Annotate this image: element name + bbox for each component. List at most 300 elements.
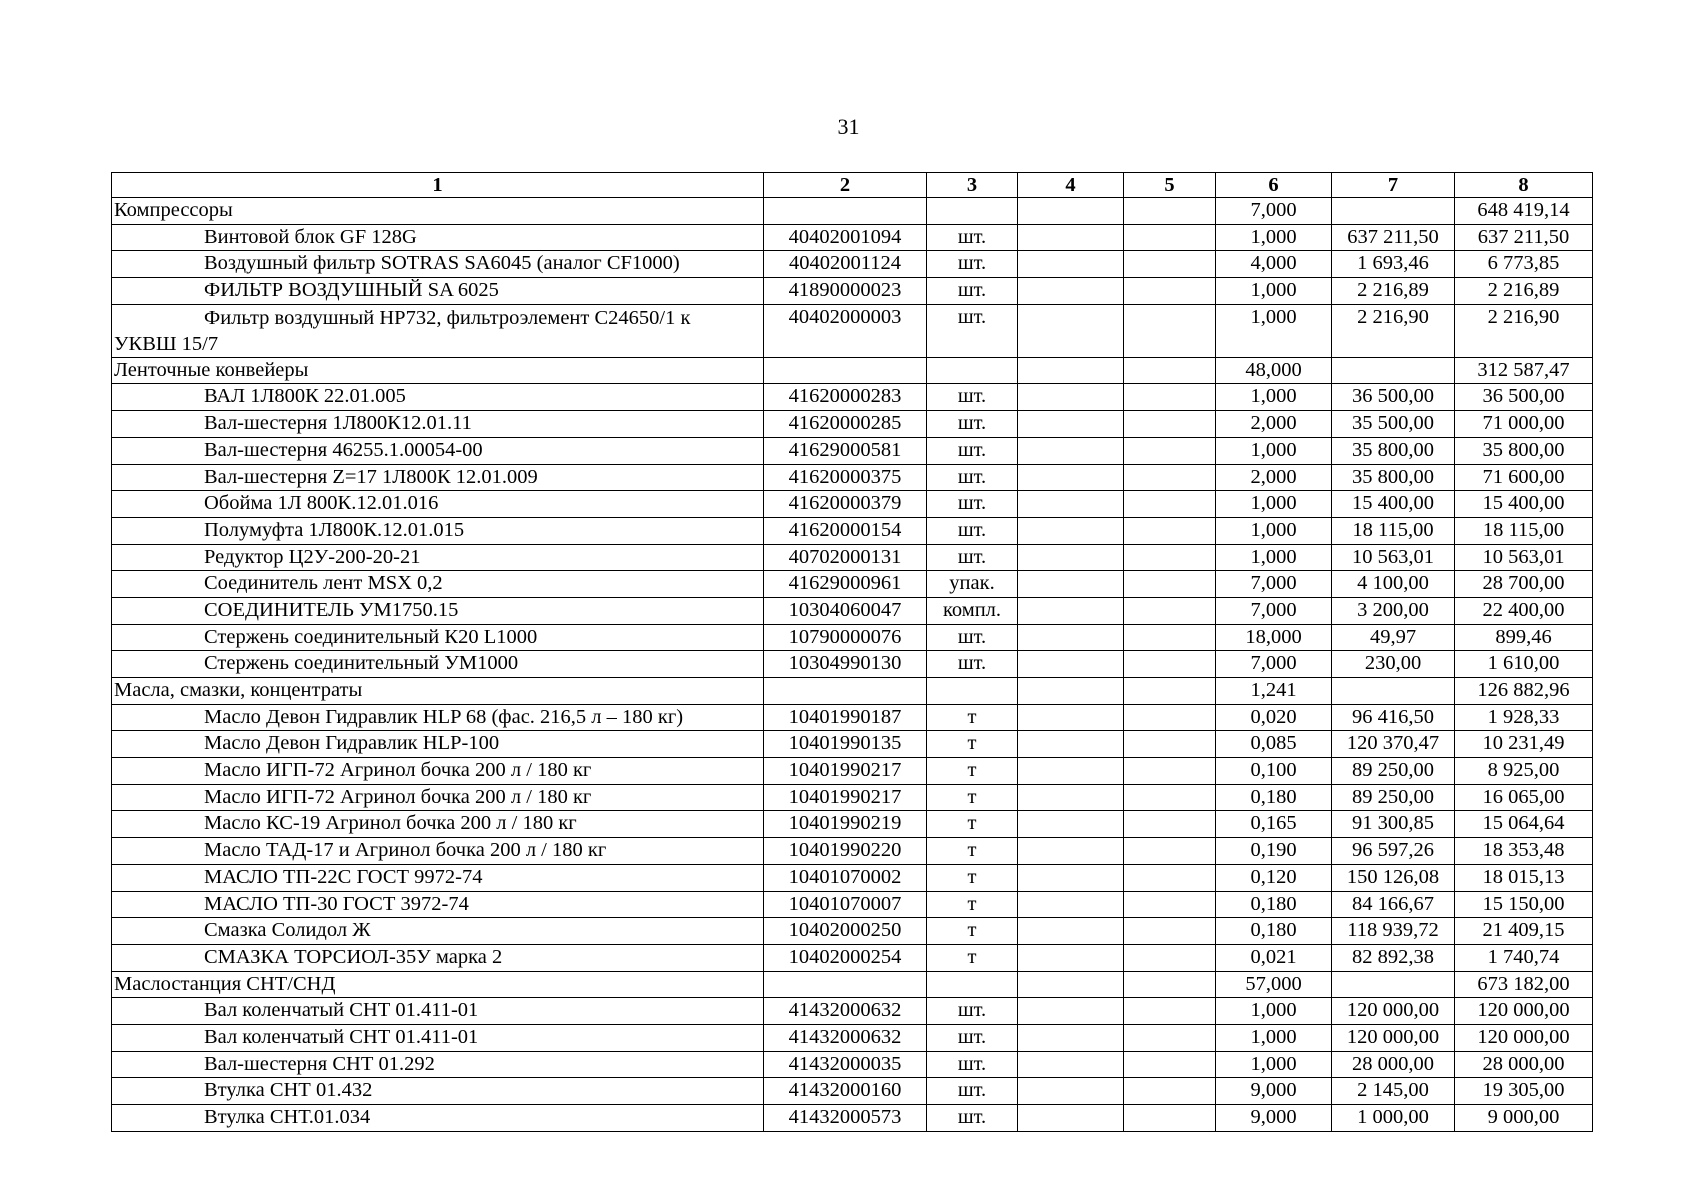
item-price bbox=[1332, 678, 1455, 705]
item-quantity: 0,165 bbox=[1216, 811, 1332, 838]
item-price: 120 000,00 bbox=[1332, 1024, 1455, 1051]
item-name: Вал коленчатый СНТ 01.411-01 bbox=[112, 998, 764, 1025]
item-name-line-2: УКВШ 15/7 bbox=[114, 332, 219, 355]
item-quantity: 1,000 bbox=[1216, 1024, 1332, 1051]
column-5-cell bbox=[1124, 758, 1216, 785]
column-4-cell bbox=[1018, 411, 1124, 438]
item-name: Смазка Солидол Ж bbox=[112, 918, 764, 945]
item-code: 41629000961 bbox=[764, 571, 927, 598]
item-quantity: 1,241 bbox=[1216, 678, 1332, 705]
item-quantity: 9,000 bbox=[1216, 1105, 1332, 1132]
table-row bbox=[112, 437, 1593, 464]
column-5-cell bbox=[1124, 891, 1216, 918]
item-name: СОЕДИНИТЕЛЬ УМ1750.15 bbox=[112, 597, 764, 624]
item-sum: 10 231,49 bbox=[1455, 731, 1593, 758]
item-sum: 10 563,01 bbox=[1455, 544, 1593, 571]
item-code: 41432000035 bbox=[764, 1051, 927, 1078]
item-name: Стержень соединительный К20 L1000 bbox=[112, 624, 764, 651]
item-name: МАСЛО ТП-30 ГОСТ 3972-74 bbox=[112, 891, 764, 918]
item-sum: 15 400,00 bbox=[1455, 491, 1593, 518]
table-row bbox=[112, 891, 1593, 918]
table-row bbox=[112, 838, 1593, 865]
column-4-cell bbox=[1018, 651, 1124, 678]
column-4-cell bbox=[1018, 491, 1124, 518]
column-5-cell bbox=[1124, 278, 1216, 305]
table-row bbox=[112, 1024, 1593, 1051]
item-price: 118 939,72 bbox=[1332, 918, 1455, 945]
item-quantity: 48,000 bbox=[1216, 357, 1332, 384]
column-5-cell bbox=[1124, 597, 1216, 624]
item-unit: т bbox=[927, 811, 1018, 838]
column-4-cell bbox=[1018, 971, 1124, 998]
item-unit: т bbox=[927, 758, 1018, 785]
item-code bbox=[764, 971, 927, 998]
table-row bbox=[112, 918, 1593, 945]
item-quantity: 0,180 bbox=[1216, 784, 1332, 811]
table-row bbox=[112, 864, 1593, 891]
item-code: 41432000632 bbox=[764, 998, 927, 1025]
group-name: Масла, смазки, концентраты bbox=[112, 678, 764, 705]
item-sum: 120 000,00 bbox=[1455, 1024, 1593, 1051]
col-header-4: 4 bbox=[1018, 173, 1124, 198]
item-quantity: 1,000 bbox=[1216, 491, 1332, 518]
item-unit: шт. bbox=[927, 544, 1018, 571]
item-sum: 28 000,00 bbox=[1455, 1051, 1593, 1078]
col-header-3: 3 bbox=[927, 173, 1018, 198]
item-code: 10401990220 bbox=[764, 838, 927, 865]
column-4-cell bbox=[1018, 1051, 1124, 1078]
item-sum: 126 882,96 bbox=[1455, 678, 1593, 705]
table-row bbox=[112, 998, 1593, 1025]
item-quantity: 18,000 bbox=[1216, 624, 1332, 651]
column-5-cell bbox=[1124, 571, 1216, 598]
column-5-cell bbox=[1124, 998, 1216, 1025]
item-price: 230,00 bbox=[1332, 651, 1455, 678]
column-4-cell bbox=[1018, 224, 1124, 251]
item-name: Вал-шестерня СНТ 01.292 bbox=[112, 1051, 764, 1078]
item-unit: шт. bbox=[927, 491, 1018, 518]
item-unit: т bbox=[927, 784, 1018, 811]
table-row bbox=[112, 731, 1593, 758]
column-4-cell bbox=[1018, 544, 1124, 571]
item-sum: 36 500,00 bbox=[1455, 384, 1593, 411]
item-name: СМАЗКА ТОРСИОЛ-35У марка 2 bbox=[112, 944, 764, 971]
table-row bbox=[112, 278, 1593, 305]
item-code: 41432000632 bbox=[764, 1024, 927, 1051]
column-5-cell bbox=[1124, 811, 1216, 838]
page-number: 31 bbox=[837, 114, 860, 139]
item-price: 10 563,01 bbox=[1332, 544, 1455, 571]
item-code bbox=[764, 198, 927, 225]
table-row bbox=[112, 758, 1593, 785]
item-quantity: 57,000 bbox=[1216, 971, 1332, 998]
item-name: Обойма 1Л 800К.12.01.016 bbox=[112, 491, 764, 518]
group-row bbox=[112, 357, 1593, 384]
item-code: 10401990217 bbox=[764, 784, 927, 811]
column-5-cell bbox=[1124, 1024, 1216, 1051]
group-name: Маслостанция СНТ/СНД bbox=[112, 971, 764, 998]
column-4-cell bbox=[1018, 918, 1124, 945]
item-quantity: 0,085 bbox=[1216, 731, 1332, 758]
item-sum: 18 015,13 bbox=[1455, 864, 1593, 891]
item-unit: шт. bbox=[927, 437, 1018, 464]
item-unit: т bbox=[927, 918, 1018, 945]
item-sum: 1 928,33 bbox=[1455, 704, 1593, 731]
item-unit bbox=[927, 971, 1018, 998]
column-4-cell bbox=[1018, 864, 1124, 891]
column-4-cell bbox=[1018, 758, 1124, 785]
column-4-cell bbox=[1018, 1105, 1124, 1132]
column-4-cell bbox=[1018, 998, 1124, 1025]
column-4-cell bbox=[1018, 278, 1124, 305]
item-name: Вал-шестерня 46255.1.00054-00 bbox=[112, 437, 764, 464]
column-5-cell bbox=[1124, 784, 1216, 811]
item-name: ВАЛ 1Л800К 22.01.005 bbox=[112, 384, 764, 411]
item-unit: т bbox=[927, 704, 1018, 731]
item-quantity: 2,000 bbox=[1216, 464, 1332, 491]
item-unit: шт. bbox=[927, 1105, 1018, 1132]
item-unit bbox=[927, 678, 1018, 705]
item-quantity: 0,020 bbox=[1216, 704, 1332, 731]
item-price: 3 200,00 bbox=[1332, 597, 1455, 624]
column-5-cell bbox=[1124, 544, 1216, 571]
item-name: Воздушный фильтр SOTRAS SA6045 (аналог CF1000) bbox=[112, 251, 764, 278]
group-name: Компрессоры bbox=[112, 198, 764, 225]
item-unit bbox=[927, 198, 1018, 225]
item-sum: 673 182,00 bbox=[1455, 971, 1593, 998]
item-quantity: 0,100 bbox=[1216, 758, 1332, 785]
column-5-cell bbox=[1124, 678, 1216, 705]
item-code: 40402001094 bbox=[764, 224, 927, 251]
item-price: 18 115,00 bbox=[1332, 517, 1455, 544]
item-sum: 16 065,00 bbox=[1455, 784, 1593, 811]
table-row bbox=[112, 1105, 1593, 1132]
column-4-cell bbox=[1018, 784, 1124, 811]
item-code: 41620000154 bbox=[764, 517, 927, 544]
item-code: 10402000254 bbox=[764, 944, 927, 971]
item-name: Стержень соединительный УМ1000 bbox=[112, 651, 764, 678]
item-unit: шт. bbox=[927, 624, 1018, 651]
item-unit bbox=[927, 357, 1018, 384]
item-code: 10401990187 bbox=[764, 704, 927, 731]
item-code: 40402000003 bbox=[764, 304, 927, 357]
item-code: 41432000573 bbox=[764, 1105, 927, 1132]
item-code: 41620000375 bbox=[764, 464, 927, 491]
item-quantity: 1,000 bbox=[1216, 437, 1332, 464]
item-name: Полумуфта 1Л800К.12.01.015 bbox=[112, 517, 764, 544]
group-row bbox=[112, 678, 1593, 705]
table-row bbox=[112, 251, 1593, 278]
column-4-cell bbox=[1018, 1024, 1124, 1051]
item-code: 40402001124 bbox=[764, 251, 927, 278]
item-code: 41629000581 bbox=[764, 437, 927, 464]
item-name: Редуктор Ц2У-200-20-21 bbox=[112, 544, 764, 571]
column-5-cell bbox=[1124, 731, 1216, 758]
item-code: 41620000379 bbox=[764, 491, 927, 518]
item-unit: шт. bbox=[927, 1024, 1018, 1051]
item-unit: шт. bbox=[927, 998, 1018, 1025]
group-row bbox=[112, 198, 1593, 225]
item-quantity: 1,000 bbox=[1216, 544, 1332, 571]
item-sum: 120 000,00 bbox=[1455, 998, 1593, 1025]
item-name-line-1: Фильтр воздушный HP732, фильтроэлемент С24650/1 к bbox=[204, 306, 691, 329]
item-price: 15 400,00 bbox=[1332, 491, 1455, 518]
item-unit: шт. bbox=[927, 651, 1018, 678]
item-unit: шт. bbox=[927, 224, 1018, 251]
item-sum: 9 000,00 bbox=[1455, 1105, 1593, 1132]
item-price: 637 211,50 bbox=[1332, 224, 1455, 251]
column-5-cell bbox=[1124, 1051, 1216, 1078]
column-5-cell bbox=[1124, 918, 1216, 945]
column-5-cell bbox=[1124, 1105, 1216, 1132]
col-header-5: 5 bbox=[1124, 173, 1216, 198]
item-sum: 71 000,00 bbox=[1455, 411, 1593, 438]
item-quantity: 7,000 bbox=[1216, 651, 1332, 678]
item-unit: т bbox=[927, 864, 1018, 891]
item-quantity: 1,000 bbox=[1216, 517, 1332, 544]
item-price: 96 597,26 bbox=[1332, 838, 1455, 865]
item-price: 1 693,46 bbox=[1332, 251, 1455, 278]
header-row bbox=[112, 173, 1593, 198]
item-sum: 22 400,00 bbox=[1455, 597, 1593, 624]
item-name: Соединитель лент MSX 0,2 bbox=[112, 571, 764, 598]
item-code: 10401070002 bbox=[764, 864, 927, 891]
item-price: 84 166,67 bbox=[1332, 891, 1455, 918]
column-4-cell bbox=[1018, 624, 1124, 651]
item-name: Втулка СНТ.01.034 bbox=[112, 1105, 764, 1132]
item-name: Масло КС-19 Агринол бочка 200 л / 180 кг bbox=[112, 811, 764, 838]
item-quantity: 0,021 bbox=[1216, 944, 1332, 971]
item-sum: 6 773,85 bbox=[1455, 251, 1593, 278]
column-5-cell bbox=[1124, 651, 1216, 678]
item-quantity: 2,000 bbox=[1216, 411, 1332, 438]
col-header-1: 1 bbox=[112, 173, 764, 198]
item-sum: 71 600,00 bbox=[1455, 464, 1593, 491]
item-code: 10401990219 bbox=[764, 811, 927, 838]
column-4-cell bbox=[1018, 464, 1124, 491]
group-row bbox=[112, 971, 1593, 998]
item-quantity: 0,190 bbox=[1216, 838, 1332, 865]
item-quantity: 7,000 bbox=[1216, 597, 1332, 624]
item-quantity: 0,180 bbox=[1216, 891, 1332, 918]
item-unit: шт. bbox=[927, 1051, 1018, 1078]
item-price: 4 100,00 bbox=[1332, 571, 1455, 598]
column-4-cell bbox=[1018, 571, 1124, 598]
item-quantity: 1,000 bbox=[1216, 278, 1332, 305]
item-code: 10304990130 bbox=[764, 651, 927, 678]
item-sum: 899,46 bbox=[1455, 624, 1593, 651]
table-row bbox=[112, 224, 1593, 251]
column-5-cell bbox=[1124, 224, 1216, 251]
item-name: Масло ИГП-72 Агринол бочка 200 л / 180 кг bbox=[112, 758, 764, 785]
item-price: 28 000,00 bbox=[1332, 1051, 1455, 1078]
item-code: 41620000285 bbox=[764, 411, 927, 438]
item-code: 41432000160 bbox=[764, 1078, 927, 1105]
table-row bbox=[112, 1078, 1593, 1105]
item-quantity: 1,000 bbox=[1216, 304, 1332, 357]
table-row bbox=[112, 811, 1593, 838]
table-row bbox=[112, 784, 1593, 811]
column-5-cell bbox=[1124, 304, 1216, 357]
item-sum: 18 115,00 bbox=[1455, 517, 1593, 544]
item-price: 150 126,08 bbox=[1332, 864, 1455, 891]
column-5-cell bbox=[1124, 491, 1216, 518]
column-4-cell bbox=[1018, 437, 1124, 464]
item-price: 96 416,50 bbox=[1332, 704, 1455, 731]
item-unit: шт. bbox=[927, 464, 1018, 491]
item-price bbox=[1332, 198, 1455, 225]
column-4-cell bbox=[1018, 517, 1124, 544]
item-quantity: 7,000 bbox=[1216, 198, 1332, 225]
item-code: 40702000131 bbox=[764, 544, 927, 571]
column-5-cell bbox=[1124, 251, 1216, 278]
item-unit: т bbox=[927, 891, 1018, 918]
item-quantity: 7,000 bbox=[1216, 571, 1332, 598]
item-quantity: 1,000 bbox=[1216, 384, 1332, 411]
item-name bbox=[112, 304, 764, 357]
item-code bbox=[764, 678, 927, 705]
item-name: Винтовой блок GF 128G bbox=[112, 224, 764, 251]
group-name: Ленточные конвейеры bbox=[112, 357, 764, 384]
item-code: 10401990217 bbox=[764, 758, 927, 785]
column-4-cell bbox=[1018, 198, 1124, 225]
table-row bbox=[112, 544, 1593, 571]
column-4-cell bbox=[1018, 731, 1124, 758]
item-sum: 19 305,00 bbox=[1455, 1078, 1593, 1105]
item-price: 89 250,00 bbox=[1332, 758, 1455, 785]
column-5-cell bbox=[1124, 437, 1216, 464]
table-body bbox=[112, 198, 1593, 1132]
item-price: 120 000,00 bbox=[1332, 998, 1455, 1025]
col-header-2: 2 bbox=[764, 173, 927, 198]
col-header-8: 8 bbox=[1455, 173, 1593, 198]
item-unit: компл. bbox=[927, 597, 1018, 624]
table-row bbox=[112, 571, 1593, 598]
item-price: 49,97 bbox=[1332, 624, 1455, 651]
column-5-cell bbox=[1124, 624, 1216, 651]
col-header-6: 6 bbox=[1216, 173, 1332, 198]
item-price: 35 800,00 bbox=[1332, 437, 1455, 464]
item-sum: 35 800,00 bbox=[1455, 437, 1593, 464]
column-5-cell bbox=[1124, 411, 1216, 438]
item-price: 36 500,00 bbox=[1332, 384, 1455, 411]
item-code: 10402000250 bbox=[764, 918, 927, 945]
item-name: Вал коленчатый СНТ 01.411-01 bbox=[112, 1024, 764, 1051]
item-sum: 8 925,00 bbox=[1455, 758, 1593, 785]
item-price: 2 216,90 bbox=[1332, 304, 1455, 357]
table-row bbox=[112, 517, 1593, 544]
table-row bbox=[112, 411, 1593, 438]
item-quantity: 1,000 bbox=[1216, 998, 1332, 1025]
table-row bbox=[112, 1051, 1593, 1078]
item-name: Масло ТАД-17 и Агринол бочка 200 л / 180 кг bbox=[112, 838, 764, 865]
column-4-cell bbox=[1018, 357, 1124, 384]
item-sum: 2 216,89 bbox=[1455, 278, 1593, 305]
item-price: 35 800,00 bbox=[1332, 464, 1455, 491]
item-quantity: 1,000 bbox=[1216, 224, 1332, 251]
table-row bbox=[112, 651, 1593, 678]
item-price bbox=[1332, 357, 1455, 384]
item-price: 91 300,85 bbox=[1332, 811, 1455, 838]
column-5-cell bbox=[1124, 198, 1216, 225]
column-5-cell bbox=[1124, 704, 1216, 731]
item-sum: 21 409,15 bbox=[1455, 918, 1593, 945]
item-unit: упак. bbox=[927, 571, 1018, 598]
column-4-cell bbox=[1018, 704, 1124, 731]
item-code: 10790000076 bbox=[764, 624, 927, 651]
item-unit: шт. bbox=[927, 517, 1018, 544]
column-5-cell bbox=[1124, 357, 1216, 384]
column-5-cell bbox=[1124, 464, 1216, 491]
col-header-7: 7 bbox=[1332, 173, 1455, 198]
column-5-cell bbox=[1124, 384, 1216, 411]
table-row bbox=[112, 597, 1593, 624]
item-sum: 15 064,64 bbox=[1455, 811, 1593, 838]
column-5-cell bbox=[1124, 971, 1216, 998]
column-4-cell bbox=[1018, 251, 1124, 278]
table-row bbox=[112, 944, 1593, 971]
item-unit: шт. bbox=[927, 304, 1018, 357]
item-code bbox=[764, 357, 927, 384]
item-price: 35 500,00 bbox=[1332, 411, 1455, 438]
table-row bbox=[112, 491, 1593, 518]
item-code: 10304060047 bbox=[764, 597, 927, 624]
item-name: Масло ИГП-72 Агринол бочка 200 л / 180 кг bbox=[112, 784, 764, 811]
item-sum: 648 419,14 bbox=[1455, 198, 1593, 225]
column-5-cell bbox=[1124, 944, 1216, 971]
table-row bbox=[112, 384, 1593, 411]
column-4-cell bbox=[1018, 811, 1124, 838]
item-sum: 2 216,90 bbox=[1455, 304, 1593, 357]
item-quantity: 9,000 bbox=[1216, 1078, 1332, 1105]
column-4-cell bbox=[1018, 1078, 1124, 1105]
column-4-cell bbox=[1018, 891, 1124, 918]
item-name: Вал-шестерня 1Л800К12.01.11 bbox=[112, 411, 764, 438]
item-name: Масло Девон Гидравлик HLP 68 (фас. 216,5 л – 180 кг) bbox=[112, 704, 764, 731]
item-code: 10401070007 bbox=[764, 891, 927, 918]
column-4-cell bbox=[1018, 944, 1124, 971]
column-4-cell bbox=[1018, 838, 1124, 865]
column-4-cell bbox=[1018, 384, 1124, 411]
item-unit: шт. bbox=[927, 278, 1018, 305]
item-unit: шт. bbox=[927, 411, 1018, 438]
item-code: 10401990135 bbox=[764, 731, 927, 758]
item-price: 120 370,47 bbox=[1332, 731, 1455, 758]
item-price: 1 000,00 bbox=[1332, 1105, 1455, 1132]
table-row bbox=[112, 624, 1593, 651]
item-name: МАСЛО ТП-22С ГОСТ 9972-74 bbox=[112, 864, 764, 891]
item-sum: 312 587,47 bbox=[1455, 357, 1593, 384]
item-price: 2 216,89 bbox=[1332, 278, 1455, 305]
item-name: Вал-шестерня Z=17 1Л800К 12.01.009 bbox=[112, 464, 764, 491]
item-name: Масло Девон Гидравлик HLP-100 bbox=[112, 731, 764, 758]
inventory-table bbox=[111, 172, 1593, 1132]
table-row bbox=[112, 304, 1593, 357]
item-quantity: 1,000 bbox=[1216, 1051, 1332, 1078]
item-quantity: 4,000 bbox=[1216, 251, 1332, 278]
item-unit: т bbox=[927, 944, 1018, 971]
item-price: 2 145,00 bbox=[1332, 1078, 1455, 1105]
item-quantity: 0,120 bbox=[1216, 864, 1332, 891]
item-price bbox=[1332, 971, 1455, 998]
item-sum: 637 211,50 bbox=[1455, 224, 1593, 251]
item-code: 41890000023 bbox=[764, 278, 927, 305]
table-row bbox=[112, 704, 1593, 731]
column-4-cell bbox=[1018, 304, 1124, 357]
item-code: 41620000283 bbox=[764, 384, 927, 411]
item-sum: 18 353,48 bbox=[1455, 838, 1593, 865]
item-unit: шт. bbox=[927, 384, 1018, 411]
